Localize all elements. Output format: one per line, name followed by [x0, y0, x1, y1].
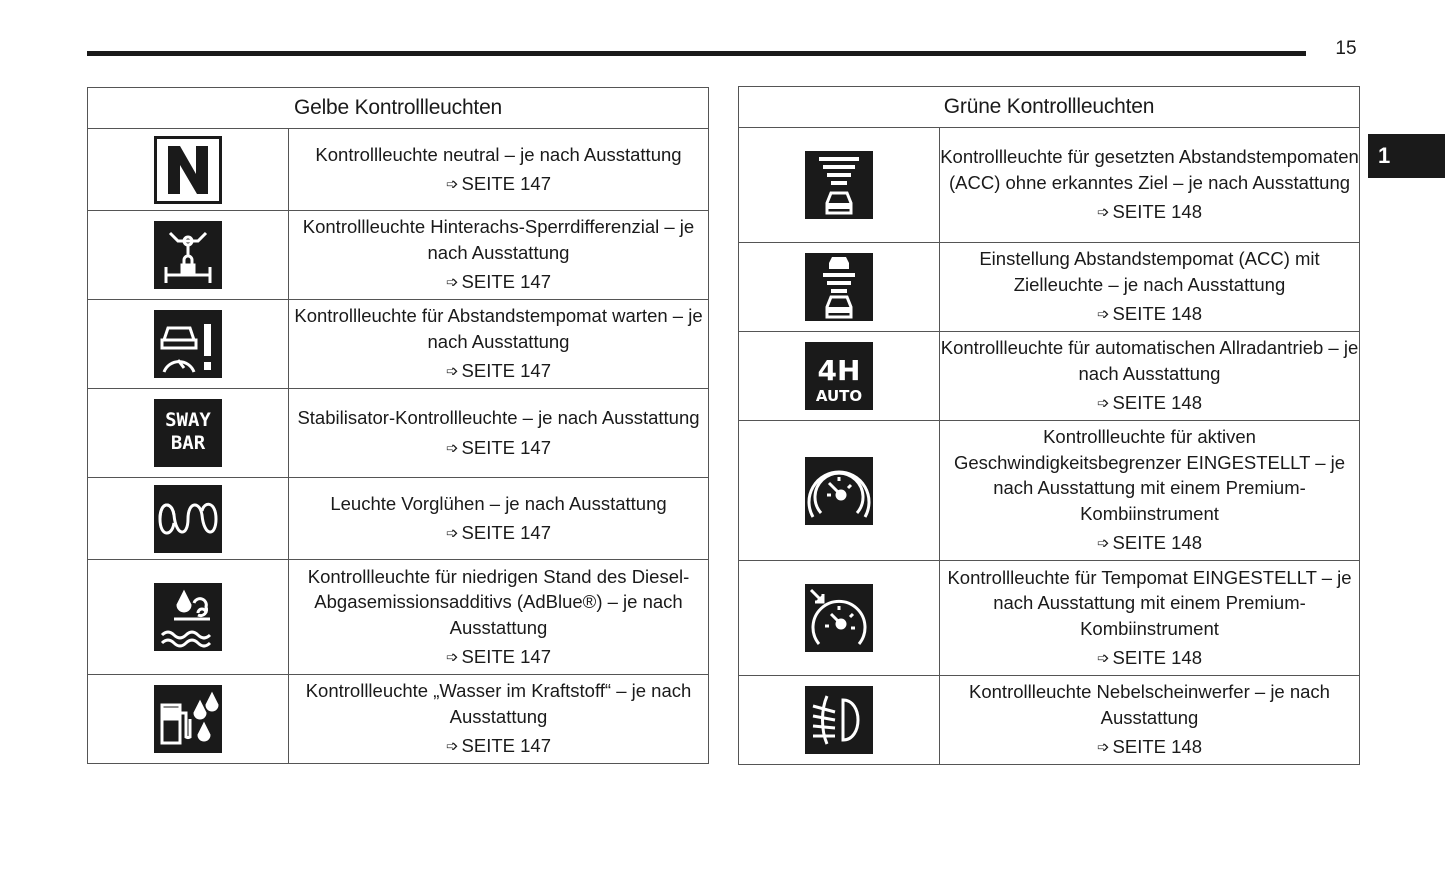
- table-row: [88, 675, 709, 764]
- green-table-title: Grüne Kontrollleuchten: [739, 87, 1360, 128]
- light-description: Kontrollleuchte „Wasser im Kraftstoff“ – je nach Ausstattung: [305, 680, 692, 727]
- light-description: Leuchte Vorglühen – je nach Ausstattung: [330, 492, 667, 514]
- light-description: Kontrollleuchte für gesetzten Abstandstempomaten (ACC) ohne erkanntes Ziel – je nach Ausstattung: [940, 146, 1359, 193]
- table-row: [739, 561, 1360, 676]
- light-description: Kontrollleuchte für Tempomat EINGESTELLT – je nach Ausstattung mit einem Premium-Kombiinstrument: [947, 566, 1352, 639]
- neutral-n-icon: [154, 136, 222, 204]
- 4h-auto-icon: [805, 342, 873, 410]
- light-description: Kontrollleuchte für automatischen Allradantrieb – je nach Ausstattung: [940, 337, 1359, 384]
- sway-label: SWAY: [165, 409, 211, 431]
- page-number: 15: [1335, 38, 1357, 59]
- table-row: [739, 676, 1360, 765]
- light-description: Kontrollleuchte für aktiven Geschwindigkeitsbegrenzer EINGESTELLT – je nach Ausstattung mit einem Premium-Kombiinstrument: [953, 426, 1346, 524]
- chapter-tab: [1368, 134, 1445, 178]
- page-reference-link[interactable]: SEITE 147: [461, 173, 552, 194]
- page-reference-link[interactable]: SEITE 148: [1112, 392, 1203, 414]
- chapter-number: 1: [1378, 143, 1391, 168]
- arrow-right-icon: ➩: [1096, 306, 1110, 324]
- table-row: [739, 128, 1360, 243]
- arrow-right-icon: ➩: [445, 363, 459, 381]
- table-row: [88, 478, 709, 560]
- adblue-icon: [154, 583, 222, 651]
- arrow-right-icon: ➩: [1096, 650, 1110, 667]
- arrow-right-icon: ➩: [445, 649, 459, 666]
- fog-light-icon: [805, 686, 873, 754]
- light-description: Einstellung Abstandstempomat (ACC) mit Zielleuchte – je nach Ausstattung: [979, 248, 1320, 295]
- page-reference-link[interactable]: SEITE 148: [1112, 303, 1203, 325]
- page-reference-link[interactable]: SEITE 147: [461, 522, 552, 543]
- page-reference-link[interactable]: SEITE 148: [1112, 647, 1203, 668]
- yellow-lights-table: [87, 87, 709, 764]
- arrow-right-icon: ➩: [1096, 395, 1110, 413]
- arrow-right-icon: ➩: [445, 274, 459, 292]
- table-row: [739, 332, 1360, 421]
- speed-limiter-icon: [805, 457, 873, 525]
- arrow-right-icon: ➩: [1096, 739, 1110, 757]
- page-reference-link[interactable]: SEITE 148: [1112, 201, 1203, 223]
- page-reference-link[interactable]: SEITE 147: [461, 360, 552, 382]
- page-reference-link[interactable]: SEITE 148: [1112, 736, 1203, 758]
- table-row: [88, 129, 709, 211]
- table-row: [88, 389, 709, 478]
- page-reference-link[interactable]: SEITE 148: [1112, 532, 1203, 554]
- green-lights-table: [738, 86, 1360, 765]
- auto-label: AUTO: [815, 387, 863, 405]
- top-rule: [87, 51, 1306, 56]
- table-row: [88, 300, 709, 389]
- glow-plug-icon: [154, 485, 222, 553]
- arrow-right-icon: ➩: [445, 439, 459, 457]
- page-reference-link[interactable]: SEITE 147: [461, 646, 552, 667]
- acc-service-icon: [154, 310, 222, 378]
- light-description: Kontrollleuchte Nebelscheinwerfer – je nach Ausstattung: [969, 681, 1330, 728]
- page-reference-link[interactable]: SEITE 147: [461, 436, 552, 458]
- arrow-right-icon: ➩: [1096, 535, 1110, 553]
- light-description: Stabilisator-Kontrollleuchte – je nach Ausstattung: [297, 407, 700, 428]
- table-row: [88, 211, 709, 300]
- light-description: Kontrollleuchte für Abstandstempomat warten – je nach Ausstattung: [294, 305, 703, 352]
- acc-no-target-icon: [805, 151, 873, 219]
- arrow-right-icon: ➩: [445, 176, 459, 193]
- rear-axle-lock-icon: [154, 221, 222, 289]
- light-description: Kontrollleuchte Hinterachs-Sperrdifferenzial – je nach Ausstattung: [302, 216, 695, 263]
- light-description: Kontrollleuchte für niedrigen Stand des Diesel-Abgasemissionsadditivs (AdBlue®) – je nach Ausstattung: [307, 565, 690, 638]
- yellow-table-title: Gelbe Kontrollleuchten: [88, 88, 709, 129]
- page-reference-link[interactable]: SEITE 147: [461, 735, 552, 757]
- arrow-right-icon: ➩: [1096, 204, 1110, 222]
- sway-bar-icon: [154, 399, 222, 467]
- water-in-fuel-icon: [154, 685, 222, 753]
- acc-target-icon: [805, 253, 873, 321]
- table-row: [88, 560, 709, 675]
- table-row: [739, 243, 1360, 332]
- arrow-right-icon: ➩: [445, 738, 459, 756]
- page-reference-link[interactable]: SEITE 147: [461, 271, 552, 293]
- table-row: [739, 421, 1360, 561]
- arrow-right-icon: ➩: [445, 525, 459, 542]
- 4h-label: 4H: [817, 354, 861, 387]
- cruise-control-icon: [805, 584, 873, 652]
- light-description: Kontrollleuchte neutral – je nach Ausstattung: [315, 143, 682, 165]
- bar-label: BAR: [170, 432, 206, 454]
